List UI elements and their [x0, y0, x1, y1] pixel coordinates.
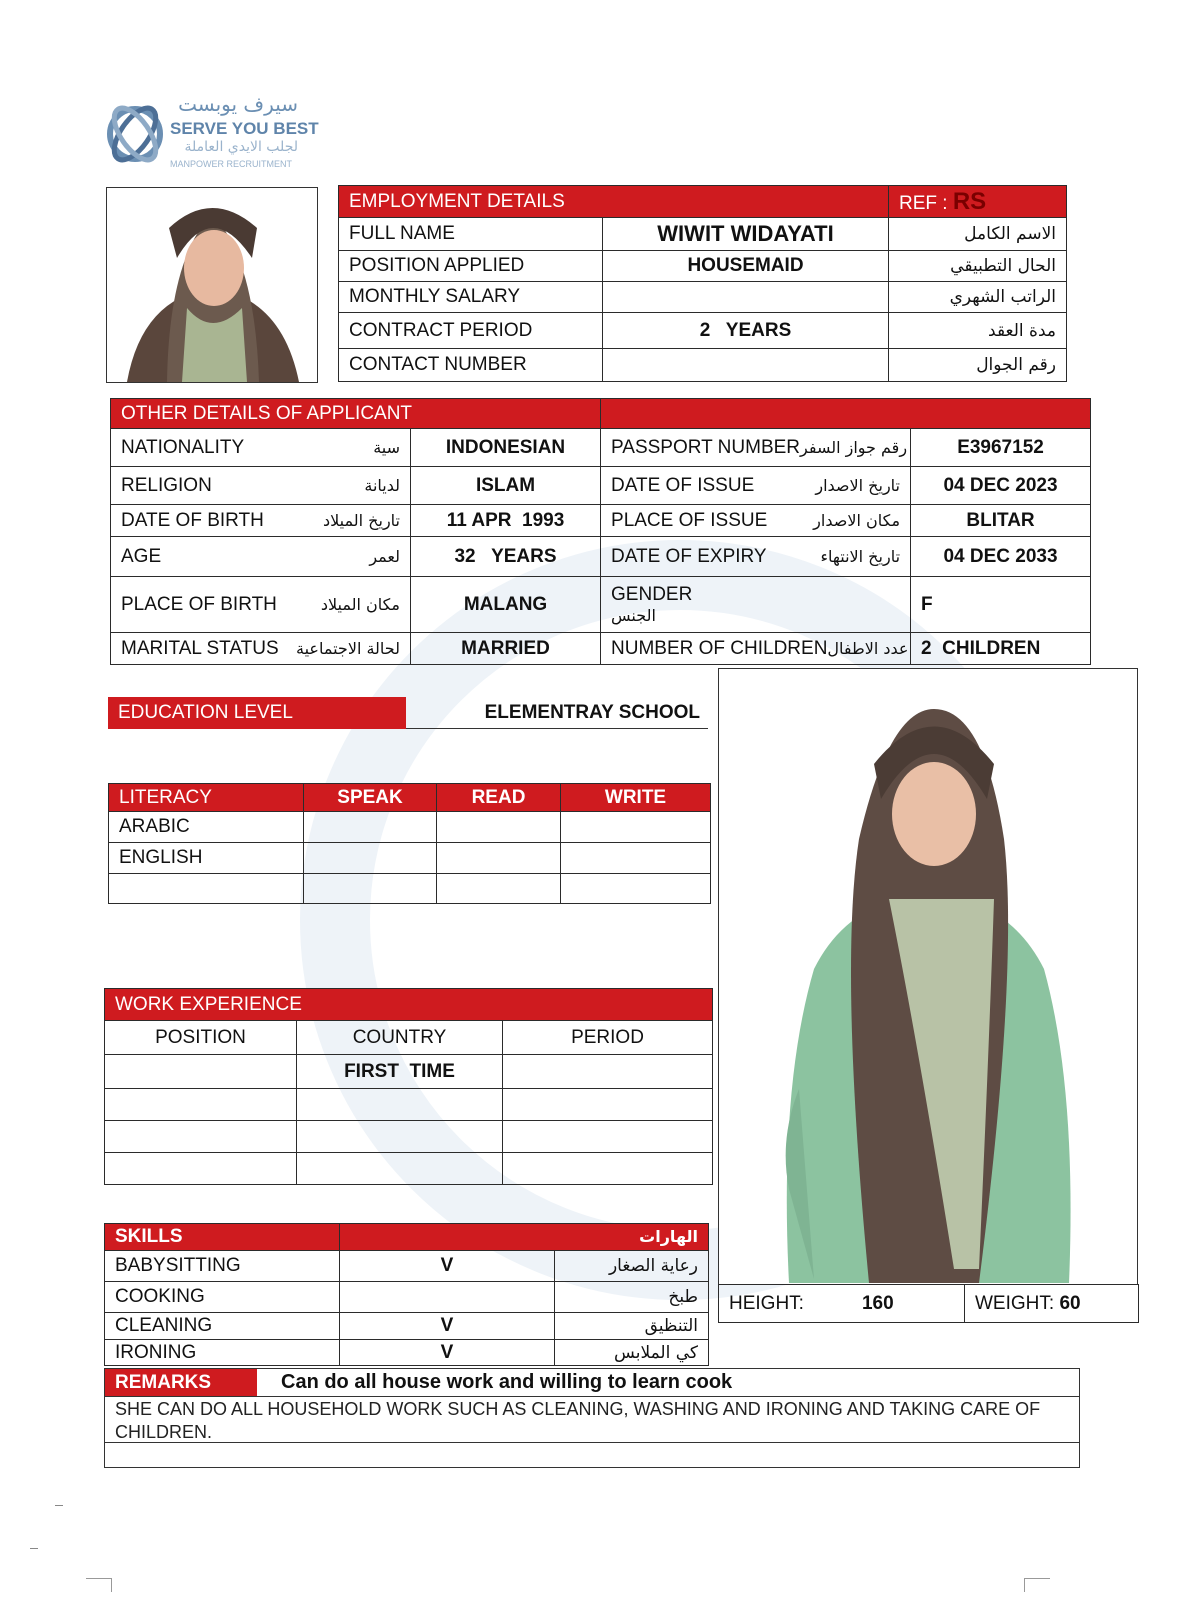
read-header: READ: [437, 784, 561, 812]
write-header: WRITE: [561, 784, 711, 812]
height-label: HEIGHT:: [729, 1292, 804, 1314]
monthly-salary-label: MONTHLY SALARY: [339, 282, 603, 313]
number-of-children-value: 2 CHILDREN: [911, 633, 1091, 665]
full-name-value: WIWIT WIDAYATI: [603, 218, 889, 251]
position-applied-label: POSITION APPLIED: [339, 251, 603, 282]
marital-status-label: MARITAL STATUS: [121, 637, 279, 659]
employment-header: EMPLOYMENT DETAILS: [339, 186, 889, 218]
place-of-issue-arabic: مكان الاصدار: [813, 511, 901, 530]
literacy-table: [108, 783, 711, 904]
company-logo: [100, 92, 330, 174]
contract-period-label: CONTRACT PERIOD: [339, 313, 603, 349]
contact-number-arabic: رقم الجوال: [889, 349, 1067, 382]
place-of-birth-label: PLACE OF BIRTH: [121, 593, 277, 615]
religion-value: ISLAM: [411, 467, 601, 505]
knot-logo-icon: [100, 96, 170, 172]
skills-header: SKILLS: [105, 1224, 340, 1251]
position-applied-arabic: الحال التطبيقي: [889, 251, 1067, 282]
height-value: 160: [861, 1292, 894, 1314]
place-of-issue-label: PLACE OF ISSUE: [611, 509, 768, 531]
religion-arabic: لديانة: [364, 476, 400, 495]
work-experience-header: WORK EXPERIENCE: [105, 989, 713, 1021]
person-full-body-icon: [719, 669, 1137, 1283]
religion-label: RELIGION: [121, 474, 212, 496]
work-experience-table: [104, 988, 713, 1185]
number-of-children-arabic: عدد الاطفال: [827, 639, 909, 658]
remarks-text: SHE CAN DO ALL HOUSEHOLD WORK SUCH AS CLEANING, WASHING AND IRONING AND TAKING CARE OF CHILDREN.: [105, 1396, 1079, 1443]
period-column: PERIOD: [503, 1021, 713, 1055]
literacy-arabic: ARABIC: [109, 812, 304, 843]
date-of-expiry-label: DATE OF EXPIRY: [611, 545, 767, 567]
contact-number-value: [603, 349, 889, 382]
monthly-salary-value: [603, 282, 889, 313]
logo-name: SERVE YOU BEST: [170, 119, 319, 138]
position-column: POSITION: [105, 1021, 297, 1055]
speak-header: SPEAK: [304, 784, 437, 812]
country-column: COUNTRY: [297, 1021, 503, 1055]
scan-corner: [1024, 1578, 1050, 1592]
weight-label: WEIGHT:: [975, 1292, 1055, 1314]
logo-arabic: سيرف يوبست: [178, 92, 298, 116]
other-details-header: OTHER DETAILS OF APPLICANT: [111, 399, 601, 429]
skill-babysitting-mark: V: [340, 1251, 555, 1282]
other-details-table: [110, 398, 1091, 665]
ref-label: REF :: [899, 192, 948, 214]
age-value: 32 YEARS: [411, 537, 601, 577]
education-value: ELEMENTRAY SCHOOL: [484, 702, 700, 723]
skill-ironing-arabic: كي الملابس: [555, 1340, 709, 1366]
date-of-birth-arabic: تاريخ الميلاد: [323, 511, 400, 530]
monthly-salary-arabic: الراتب الشهري: [889, 282, 1067, 313]
remarks-label: REMARKS: [105, 1369, 257, 1396]
place-of-birth-arabic: مكان الميلاد: [320, 595, 400, 614]
employment-details-table: [338, 185, 1067, 382]
height-weight-table: [718, 1284, 1139, 1323]
skill-cleaning-mark: V: [340, 1313, 555, 1340]
person-portrait-icon: [107, 188, 317, 382]
position-applied-value: HOUSEMAID: [603, 251, 889, 282]
date-of-expiry-arabic: تاريخ الانتهاء: [820, 547, 901, 566]
ref-cell: [889, 186, 1067, 218]
other-details-header-blank: [601, 399, 1091, 429]
nationality-value: INDONESIAN: [411, 429, 601, 467]
gender-label: GENDER: [611, 584, 693, 605]
contact-number-label: CONTACT NUMBER: [339, 349, 603, 382]
scan-mark: [55, 1505, 63, 1506]
applicant-photo-full: [718, 668, 1138, 1284]
place-of-issue-value: BLITAR: [911, 505, 1091, 537]
gender-value: F: [911, 577, 1091, 633]
skill-babysitting-arabic: رعاية الصغار: [555, 1251, 709, 1282]
passport-number-value: E3967152: [911, 429, 1091, 467]
nationality-arabic: سية: [373, 438, 400, 457]
date-of-birth-value: 11 APR 1993: [411, 505, 601, 537]
education-label: EDUCATION LEVEL: [108, 697, 406, 729]
logo-arabic-sub: لجلب الايدي العاملة: [184, 139, 298, 155]
gender-arabic: الجنس: [611, 606, 656, 625]
weight-value: 60: [1059, 1292, 1081, 1314]
education-row: [108, 697, 708, 729]
skills-table: [104, 1223, 709, 1366]
literacy-blank: [109, 874, 304, 904]
logo-tagline: MANPOWER RECRUITMENT: [170, 159, 292, 169]
skill-babysitting-label: BABYSITTING: [105, 1251, 340, 1282]
date-of-birth-label: DATE OF BIRTH: [121, 509, 264, 531]
literacy-english: ENGLISH: [109, 843, 304, 874]
skill-cleaning-arabic: التنظيق: [555, 1313, 709, 1340]
contract-period-arabic: مدة العقد: [889, 313, 1067, 349]
marital-status-value: MARRIED: [411, 633, 601, 665]
first-time-value: FIRST TIME: [297, 1055, 503, 1089]
skill-ironing-label: IRONING: [105, 1340, 340, 1366]
scan-corner: [86, 1578, 112, 1592]
place-of-birth-value: MALANG: [411, 577, 601, 633]
date-of-expiry-value: 04 DEC 2033: [911, 537, 1091, 577]
marital-status-arabic: لحالة الاجتماعية: [296, 639, 400, 658]
date-of-issue-value: 04 DEC 2023: [911, 467, 1091, 505]
number-of-children-label: NUMBER OF CHILDREN: [611, 637, 828, 659]
full-name-label: FULL NAME: [339, 218, 603, 251]
date-of-issue-arabic: تاريخ الاصدار: [815, 476, 901, 495]
literacy-header: LITERACY: [109, 784, 304, 812]
skills-header-ar-cell: [340, 1224, 709, 1251]
full-name-arabic: الاسم الكامل: [889, 218, 1067, 251]
skill-cleaning-label: CLEANING: [105, 1313, 340, 1340]
age-arabic: لعمر: [369, 547, 400, 566]
scan-mark: [30, 1548, 38, 1549]
skill-cooking-arabic: طبخ: [555, 1282, 709, 1313]
passport-number-arabic: رقم جواز السفر: [800, 438, 908, 457]
skills-header-arabic: الهارات: [639, 1227, 698, 1246]
date-of-issue-label: DATE OF ISSUE: [611, 474, 755, 496]
nationality-label: NATIONALITY: [121, 436, 245, 458]
skill-cooking-mark: [340, 1282, 555, 1313]
ref-value: RS: [952, 187, 987, 215]
age-label: AGE: [121, 545, 162, 567]
remarks-box: [104, 1368, 1080, 1468]
contract-period-value: 2 YEARS: [603, 313, 889, 349]
passport-number-label: PASSPORT NUMBER: [611, 436, 801, 458]
skill-cooking-label: COOKING: [105, 1282, 340, 1313]
skill-ironing-mark: V: [340, 1340, 555, 1366]
applicant-photo-small: [106, 187, 318, 383]
remarks-headline: Can do all house work and willing to learn cook: [281, 1371, 733, 1393]
